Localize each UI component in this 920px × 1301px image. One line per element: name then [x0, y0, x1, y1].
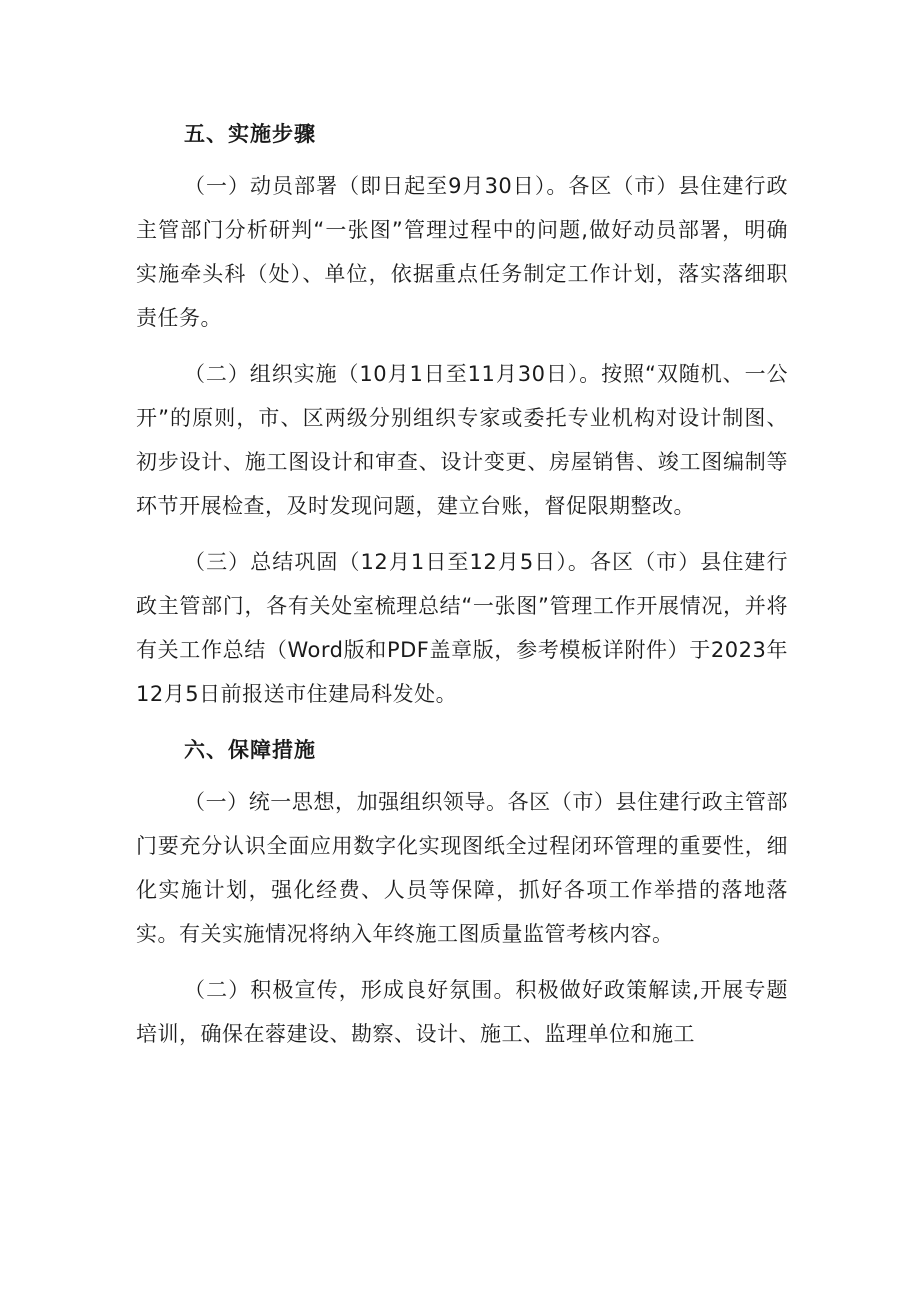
section-heading-implementation-steps: 五、实施步骤 — [184, 122, 316, 146]
section-heading-safeguards: 六、保障措施 — [184, 738, 316, 762]
paragraph-unify-thinking: （一）统一思想，加强组织领导。各区（市）县住建行政主管部门要充分认识全面应用数字化实现图纸全过程闭环管理的重要性，细化实施计划，强化经费、人员等保障，抓好各项工作举措的落地落实。有关实施情况将纳入年终施工图质量监管考核内容。 — [136, 790, 788, 946]
paragraph-organization: （二）组织实施（10月1日至11月30日）。按照“双随机、一公开”的原则，市、区两级分别组织专家或委托专业机构对设计制图、初步设计、施工图设计和审查、设计变更、房屋销售、竣工图编制等环节开展检查，及时发现问题，建立台账，督促限期整改。 — [136, 362, 788, 518]
paragraph-mobilization: （一）动员部署（即日起至9月30日）。各区（市）县住建行政主管部门分析研判“一张图”管理过程中的问题,做好动员部署，明确实施牵头科（处）、单位，依据重点任务制定工作计划，落实落细职责任务。 — [136, 174, 788, 330]
paragraph-summary: （三）总结巩固（12月1日至12月5日）。各区（市）县住建行政主管部门，各有关处室梳理总结“一张图”管理工作开展情况，并将有关工作总结（Word版和PDF盖章版，参考模板详附件）于2023年12月5日前报送市住建局科发处。 — [136, 550, 788, 706]
paragraph-publicity: （二）积极宣传，形成良好氛围。积极做好政策解读,开展专题培训，确保在蓉建设、勘察、设计、施工、监理单位和施工 — [136, 978, 788, 1046]
document-page — [136, 112, 788, 1056]
